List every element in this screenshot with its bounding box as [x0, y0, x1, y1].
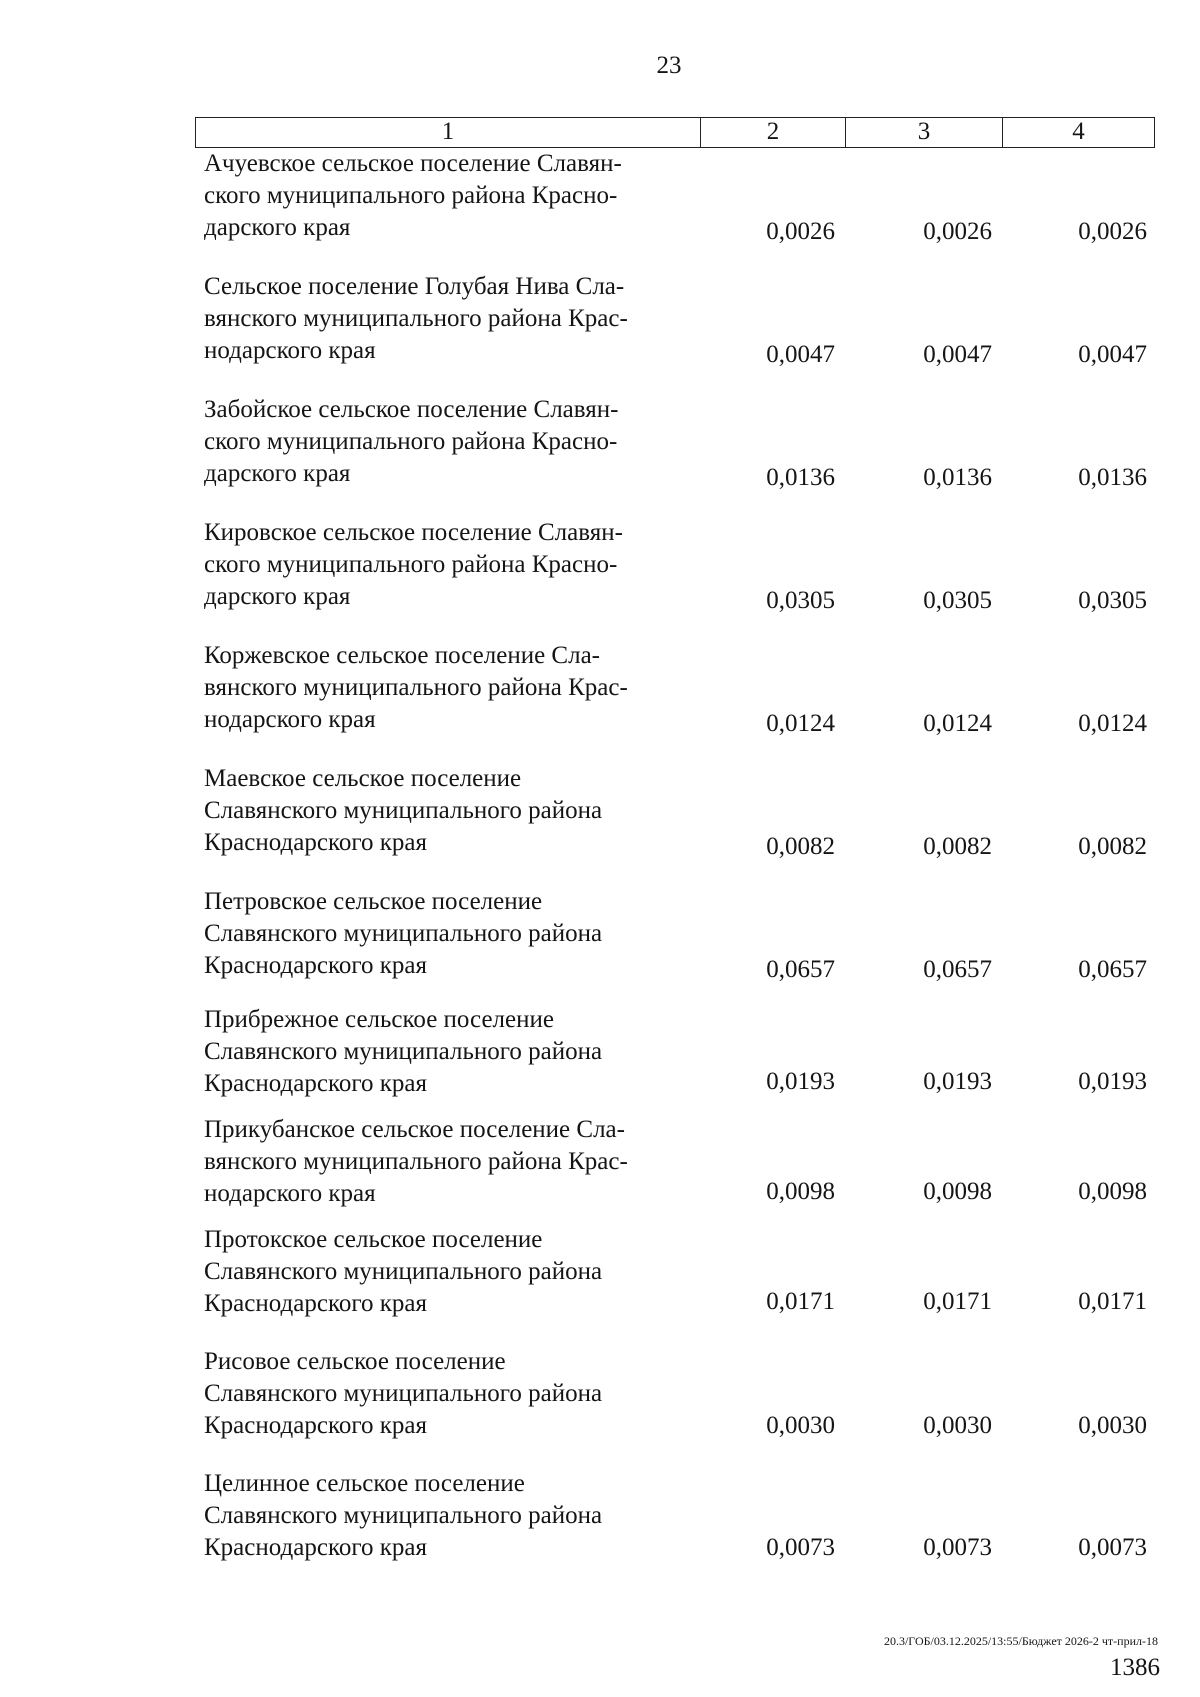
value-col-3: 0,0047 — [923, 341, 992, 368]
value-col-3: 0,0098 — [923, 1178, 992, 1205]
footer-page-number: 1386 — [1110, 1654, 1160, 1681]
value-col-4: 0,0193 — [1078, 1068, 1147, 1095]
value-col-4: 0,0047 — [1078, 341, 1147, 368]
value-col-2: 0,0082 — [766, 833, 835, 860]
settlement-name: Сельское поселение Голубая Нива Сла- вянского муниципального района Крас- нодарского края — [204, 273, 628, 364]
settlement-name: Целинное сельское поселение Славянского муниципального района Краснодарского края — [204, 1470, 603, 1561]
value-col-4: 0,0171 — [1078, 1288, 1147, 1315]
value-col-2: 0,0098 — [766, 1178, 835, 1205]
value-col-4: 0,0305 — [1078, 587, 1147, 614]
settlement-name: Ачуевское сельское поселение Славян- ского муниципального района Красно- дарского края — [204, 150, 622, 241]
settlement-name: Петровское сельское поселение Славянского муниципального района Краснодарского края — [204, 888, 603, 979]
value-col-3: 0,0657 — [923, 956, 992, 983]
column-header-3: 3 — [846, 118, 1003, 147]
value-col-3: 0,0026 — [923, 218, 992, 245]
value-col-4: 0,0026 — [1078, 218, 1147, 245]
value-col-2: 0,0047 — [766, 341, 835, 368]
value-col-3: 0,0136 — [923, 464, 992, 491]
table-header — [195, 117, 1155, 148]
value-col-2: 0,0136 — [766, 464, 835, 491]
value-col-4: 0,0098 — [1078, 1178, 1147, 1205]
column-header-2: 2 — [701, 118, 846, 147]
value-col-3: 0,0305 — [923, 587, 992, 614]
settlement-name: Коржевское сельское поселение Сла- вянского муниципального района Крас- нодарского края — [204, 642, 628, 733]
value-col-3: 0,0124 — [923, 710, 992, 737]
value-col-2: 0,0073 — [766, 1534, 835, 1561]
value-col-2: 0,0124 — [766, 710, 835, 737]
column-header-4: 4 — [1072, 118, 1085, 145]
settlement-name: Забойское сельское поселение Славян- ского муниципального района Красно- дарского края — [204, 396, 619, 487]
value-col-2: 0,0657 — [766, 956, 835, 983]
settlement-name: Кировское сельское поселение Славян- ского муниципального района Красно- дарского края — [204, 519, 623, 610]
value-col-2: 0,0030 — [766, 1412, 835, 1439]
value-col-4: 0,0073 — [1078, 1534, 1147, 1561]
value-col-4: 0,0124 — [1078, 710, 1147, 737]
value-col-2: 0,0026 — [766, 218, 835, 245]
value-col-2: 0,0305 — [766, 587, 835, 614]
value-col-3: 0,0171 — [923, 1288, 992, 1315]
settlement-name: Прибрежное сельское поселение Славянского муниципального района Краснодарского края — [204, 1006, 603, 1097]
value-col-2: 0,0193 — [766, 1068, 835, 1095]
document-reference: 20.3/ГОБ/03.12.2025/13:55/Бюджет 2026-2 чт-прил-18 — [883, 1634, 1158, 1648]
settlement-name: Протокское сельское поселение Славянского муниципального района Краснодарского края — [204, 1226, 603, 1317]
value-col-3: 0,0082 — [923, 833, 992, 860]
value-col-2: 0,0171 — [766, 1288, 835, 1315]
column-header-1: 1 — [196, 118, 701, 147]
settlement-name: Маевское сельское поселение Славянского муниципального района Краснодарского края — [204, 765, 603, 856]
value-col-3: 0,0193 — [923, 1068, 992, 1095]
value-col-3: 0,0073 — [923, 1534, 992, 1561]
value-col-4: 0,0136 — [1078, 464, 1147, 491]
value-col-4: 0,0030 — [1078, 1412, 1147, 1439]
value-col-4: 0,0657 — [1078, 956, 1147, 983]
page-number: 23 — [656, 52, 682, 79]
settlement-name: Рисовое сельское поселение Славянского муниципального района Краснодарского края — [204, 1348, 603, 1439]
value-col-3: 0,0030 — [923, 1412, 992, 1439]
value-col-4: 0,0082 — [1078, 833, 1147, 860]
settlement-name: Прикубанское сельское поселение Сла- вянского муниципального района Крас- нодарского края — [204, 1116, 628, 1207]
